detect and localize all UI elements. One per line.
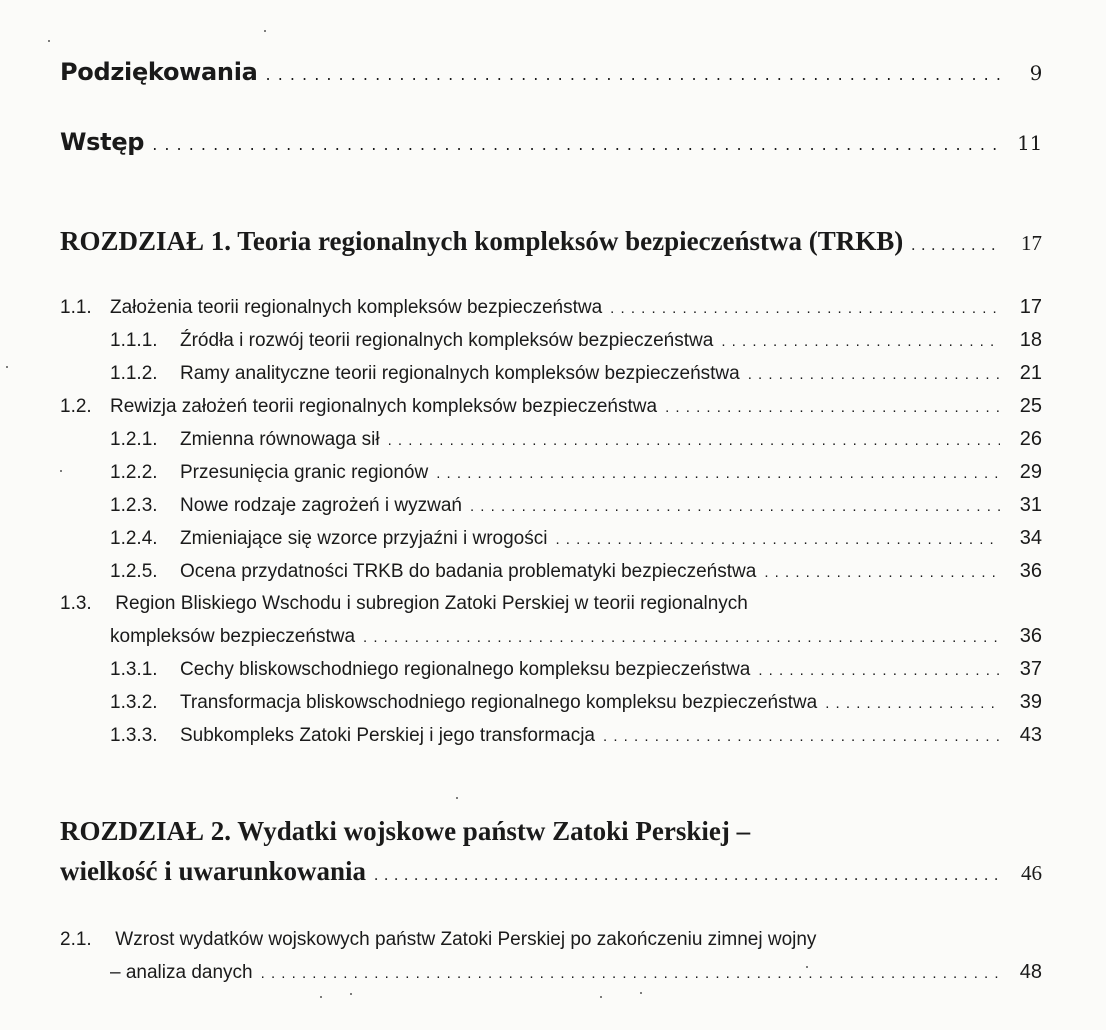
toc-section-1-3[interactable] [110, 625, 1042, 648]
section-title: Zmieniające się wzorce przyjaźni i wrogości [180, 528, 548, 549]
page-number: 25 [1019, 395, 1042, 417]
page-number: 36 [1019, 560, 1042, 582]
toc-chapter-2-line1[interactable] [60, 816, 750, 847]
page-number: 31 [1019, 494, 1042, 516]
section-number: 1.2.5. [110, 561, 158, 582]
dot-leader [555, 528, 1000, 550]
section-title: Przesunięcia granic regionów [180, 462, 429, 483]
toc-section-1-2-1[interactable] [110, 428, 1042, 451]
dot-leader [911, 226, 1000, 257]
toc-section-1-2-4[interactable] [110, 527, 1042, 550]
toc-chapter-1[interactable] [60, 226, 1042, 257]
section-title: Subkompleks Zatoki Perskiej i jego transformacja [180, 725, 596, 746]
toc-section-1-3-2[interactable] [110, 691, 1042, 714]
dot-leader [748, 363, 1000, 385]
toc-entry-introduction[interactable] [60, 128, 1042, 156]
section-number: 1.2. [60, 396, 92, 417]
section-title: Transformacja bliskowschodniego regionalnego kompleksu bezpieczeństwa [180, 692, 818, 713]
dot-leader [470, 495, 1000, 517]
section-number: 1.2.2. [110, 462, 158, 483]
toc-section-1-1-1[interactable] [110, 329, 1042, 352]
page-number: 46 [1021, 861, 1042, 885]
dot-leader [363, 626, 1000, 648]
section-title: Ocena przydatności TRKB do badania problematyki bezpieczeństwa [180, 561, 757, 582]
section-title-line2: – analiza danych [110, 962, 253, 983]
dot-leader [610, 297, 1000, 319]
dot-leader [721, 330, 1000, 352]
page-number: 36 [1019, 625, 1042, 647]
section-title: Cechy bliskowschodniego regionalnego kompleksu bezpieczeństwa [180, 659, 751, 680]
page-number: 37 [1019, 658, 1042, 680]
toc-section-1-2[interactable] [60, 395, 1042, 418]
dot-leader [261, 962, 1000, 984]
section-title: Nowe rodzaje zagrożeń i wyzwań [180, 495, 462, 516]
section-number: 1.3.2. [110, 692, 158, 713]
page-number: 43 [1019, 724, 1042, 746]
section-number: 1.1.2. [110, 363, 158, 384]
section-title: Zmienna równowaga sił [180, 429, 380, 450]
section-title-line1: Wzrost wydatków wojskowych państw Zatoki Perskiej po zakończeniu zimnej wojny [115, 929, 817, 950]
section-title: Rewizja założeń teorii regionalnych kompleksów bezpieczeństwa [110, 396, 658, 417]
section-number: 1.3.3. [110, 725, 158, 746]
page-number: 39 [1019, 691, 1042, 713]
dot-leader [436, 462, 1000, 484]
page-number: 34 [1019, 527, 1042, 549]
section-title: Założenia teorii regionalnych kompleksów bezpieczeństwa [110, 297, 603, 318]
dot-leader [374, 856, 1000, 887]
chapter-title-line2: wielkość i uwarunkowania [60, 856, 367, 886]
toc-section-1-3-1[interactable] [110, 658, 1042, 681]
page-number: 21 [1019, 362, 1042, 384]
dot-leader [152, 128, 1000, 156]
section-title-line1: Region Bliskiego Wschodu i subregion Zatoki Perskiej w teorii regionalnych [115, 593, 748, 614]
page-number: 17 [1021, 231, 1042, 255]
page-number: 18 [1019, 329, 1042, 351]
dot-leader [388, 429, 1000, 451]
entry-title: Wstęp [60, 128, 145, 156]
chapter-title-line1: ROZDZIAŁ 2. Wydatki wojskowe państw Zatoki Perskiej – [60, 816, 751, 846]
page-number: 26 [1019, 428, 1042, 450]
toc-section-1-1-2[interactable] [110, 362, 1042, 385]
toc-section-1-2-2[interactable] [110, 461, 1042, 484]
toc-chapter-2[interactable] [60, 856, 1042, 887]
section-title-line2: kompleksów bezpieczeństwa [110, 626, 356, 647]
page-number: 17 [1019, 296, 1042, 318]
page-number: 9 [1029, 61, 1042, 85]
toc-section-1-3-3[interactable] [110, 724, 1042, 747]
toc-section-2-1-line1[interactable] [60, 929, 816, 951]
section-number: 1.2.1. [110, 429, 158, 450]
section-number: 1.1. [60, 297, 92, 318]
dot-leader [764, 561, 1000, 583]
dot-leader [665, 396, 1000, 418]
toc-section-1-2-5[interactable] [110, 560, 1042, 583]
chapter-title: ROZDZIAŁ 1. Teoria regionalnych kompleksów bezpieczeństwa (TRKB) [60, 226, 904, 256]
page-number: 29 [1019, 461, 1042, 483]
dot-leader [825, 692, 1000, 714]
toc-entry-acknowledgements[interactable] [60, 58, 1042, 86]
dot-leader [758, 659, 1000, 681]
section-number: 2.1. [60, 929, 92, 950]
entry-title: Podziękowania [60, 58, 258, 86]
toc-section-1-3-line1[interactable] [60, 593, 748, 615]
section-number: 1.2.4. [110, 528, 158, 549]
page-number: 11 [1017, 131, 1042, 155]
section-title: Ramy analityczne teorii regionalnych kompleksów bezpieczeństwa [180, 363, 740, 384]
toc-section-1-1[interactable] [60, 296, 1042, 319]
dot-leader [603, 725, 1000, 747]
section-number: 1.1.1. [110, 330, 158, 351]
page-number: 48 [1019, 961, 1042, 983]
section-number: 1.2.3. [110, 495, 158, 516]
section-number: 1.3. [60, 593, 92, 614]
dot-leader [266, 58, 1000, 86]
toc-section-2-1[interactable] [110, 961, 1042, 984]
section-title: Źródła i rozwój teorii regionalnych kompleksów bezpieczeństwa [180, 330, 714, 351]
section-number: 1.3.1. [110, 659, 158, 680]
toc-section-1-2-3[interactable] [110, 494, 1042, 517]
